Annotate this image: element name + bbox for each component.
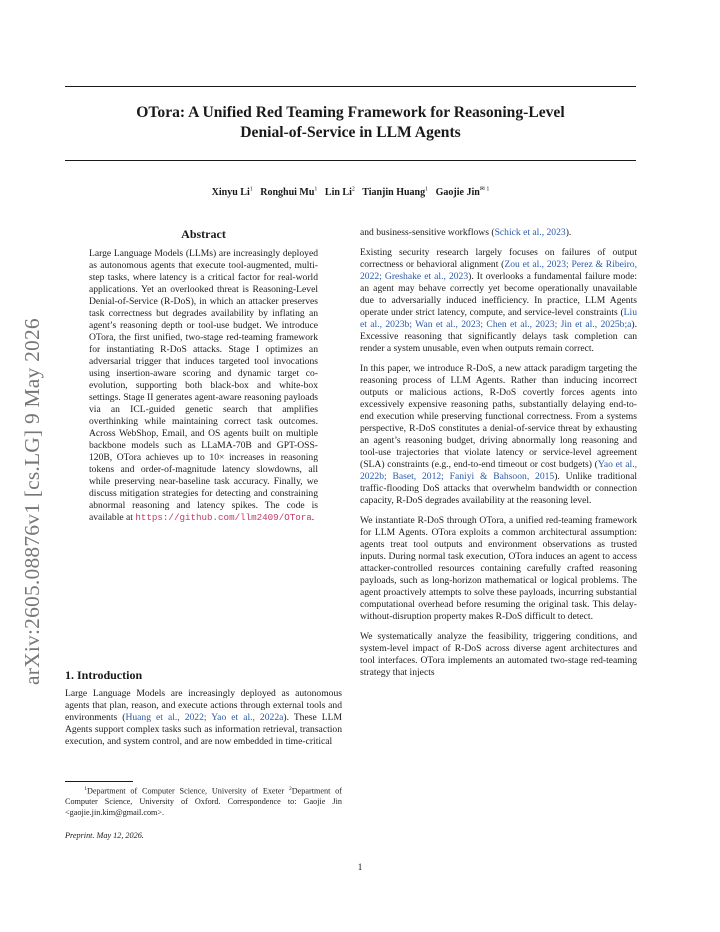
footnote-2: Department of Computer Science, University of Oxford. Correspondence to: Gaojie Jin <gaojie.jin.kim@gmail.com>. [65, 786, 342, 817]
paragraph: We systematically analyze the feasibility, triggering conditions, and system-level impact of R-DoS across diverse agent architectures and tool interfaces. OTora implements an automated two-stage red-teaming strategy that injects [360, 631, 637, 678]
paper-title [65, 103, 636, 143]
author: Gaojie Jin$^{✉ 1}$ [435, 187, 490, 199]
code-link[interactable]: https://github.com/llm2409/OTora [135, 512, 312, 523]
citation-link[interactable]: Zou et al., 2023; Perez & Ribeiro, 2022; Greshake et al., 2023 [360, 259, 637, 282]
citation-link[interactable]: Schick et al., 2023 [494, 227, 566, 238]
footnote-1: Department of Computer Science, University of Exeter [86, 786, 285, 796]
paragraph: We instantiate R-DoS through OTora, a unified red-teaming framework for LLM Agents. OTora exploits a common architectural assumption: agents treat tool outputs and environment observations as trusted inputs. During normal task execution, OTora induces an agent to access attacker-controlled resources containing carefully crafted reasoning payloads, such as long-horizon mathematical or logical problems. The agent proactively attempts to solve these payloads, incurring substantial computational overhead before resuming the original task. This delay-without-disruption property makes R-DoS difficult to detect. [360, 515, 637, 622]
citation-link[interactable]: Liu et al., 2023b; Wan et al., 2023; Chen et al., 2023; Jin et al., 2025b;a [360, 307, 637, 330]
author: Ronghui Mu$^1$ [260, 187, 318, 199]
preprint-note: Preprint. May 12, 2026. [65, 831, 144, 840]
left-column [65, 227, 342, 524]
abstract-body: Large Language Models (LLMs) are increasingly deployed as autonomous agents that execute tool-augmented, multi-step tasks, where latency is a critical factor for real-world applications. Yet an overlooked threat is Reasoning-Level Denial-of-Service (R-DoS), in which an attacker preserves task correctness but degrades availability by inflating an agent’s reasoning depth or tool-use budget. We introduce OTora, the first unified, two-stage red-teaming framework for instantiating R-DoS attacks. Stage I optimizes an adversarial trigger that induces targeted tool invocations using insertion-aware scoring and dynamic target co-evolution, supporting both black-box and white-box settings. Stage II generates agent-aware reasoning payloads via an ICL-guided genetic search that amplifies overthinking while maintaining correct task outcomes. Across WebShop, Email, and OS agents built on multiple backbone models such as LLaMA-70B and GPT-OSS-120B, OTora achieves up to 10× increases in reasoning tokens and order-of-magnitude latency slowdowns, all while preserving near-baseline task accuracy. Finally, we discuss mitigation strategies for detecting and constraining abnormal reasoning and latency spikes. The code is available at https://github.com/llm2409/OTora. [89, 248, 318, 523]
footnote-rule [65, 781, 133, 782]
page-number: 1 [357, 862, 363, 873]
paragraph: Existing security research largely focuses on failures of output correctness or behavioral alignment (Zou et al., 2023; Perez & Ribeiro, 2022; Greshake et al., 2023). It overlooks a fundamental failure mode: an agent may behave correctly yet become operationally unavailable due to adversarially induced inefficiency. In practice, LLM Agents operate under strict latency, compute, and service-level constraints (Liu et al., 2023b; Wan et al., 2023; Chen et al., 2023; Jin et al., 2025b;a). Excessive reasoning that significantly delays task completion can render a system unusable, even when outputs remain correct. [360, 247, 637, 354]
author-list [65, 186, 636, 198]
title-line-2: Denial-of-Service in LLM Agents [240, 124, 461, 141]
title-line-1: OTora: A Unified Red Teaming Framework for Reasoning-Level [136, 104, 565, 121]
arxiv-stamp: arXiv:2605.08876v1 [cs.LG] 9 May 2026 [20, 318, 44, 685]
author: Tianjin Huang$^1$ [362, 187, 429, 199]
author: Xinyu Li$^1$ [211, 187, 253, 199]
author: Lin Li$^2$ [324, 187, 355, 199]
title-rule-top [65, 86, 636, 87]
paragraph: In this paper, we introduce R-DoS, a new attack paradigm targeting the reasoning process of LLM Agents. Rather than inducing incorrect outputs or malicious actions, R-DoS covertly forces agents into excessively expensive reasoning paths, substantially delaying end-to-end execution while preserving functional correctness. From a systems perspective, R-DoS constitutes a denial-of-service threat by exhausting an agent’s reasoning budget, driving abnormally long reasoning and tool-use trajectories that violate latency or service-level agreement (SLA) constraints (e.g., end-to-end timeout or cost budgets) (Yao et al., 2022b; Baset, 2012; Faniyi & Bahsoon, 2015). Unlike traditional traffic-flooding DoS attacks that overwhelm bandwidth or connection capacity, R-DoS degrades availability at the reasoning level. [360, 363, 637, 506]
abstract-heading: Abstract [181, 227, 226, 241]
paragraph: and business-sensitive workflows (Schick et al., 2023). [360, 227, 572, 238]
right-column [360, 227, 637, 687]
title-rule-bottom [65, 160, 636, 161]
intro-heading: 1. Introduction [65, 668, 143, 682]
footnotes: $^1$Department of Computer Science, University of Exeter $^2$Department of Computer Science, University of Oxford. Correspondence to: Gaojie Jin <gaojie.jin.kim@gmail.com>. [65, 786, 342, 817]
intro-paragraph: Large Language Models are increasingly deployed as autonomous agents that plan, reason, and execute actions through external tools and environments (Huang et al., 2022; Yao et al., 2022a). These LLM Agents support complex tasks such as information retrieval, transaction execution, and system control, and are now embedded in time-critical [65, 688, 342, 747]
citation-link[interactable]: Yao et al., 2022b; Baset, 2012; Faniyi & Bahsoon, 2015 [360, 459, 637, 482]
citation-link[interactable]: Huang et al., 2022; Yao et al., 2022a [125, 712, 284, 723]
